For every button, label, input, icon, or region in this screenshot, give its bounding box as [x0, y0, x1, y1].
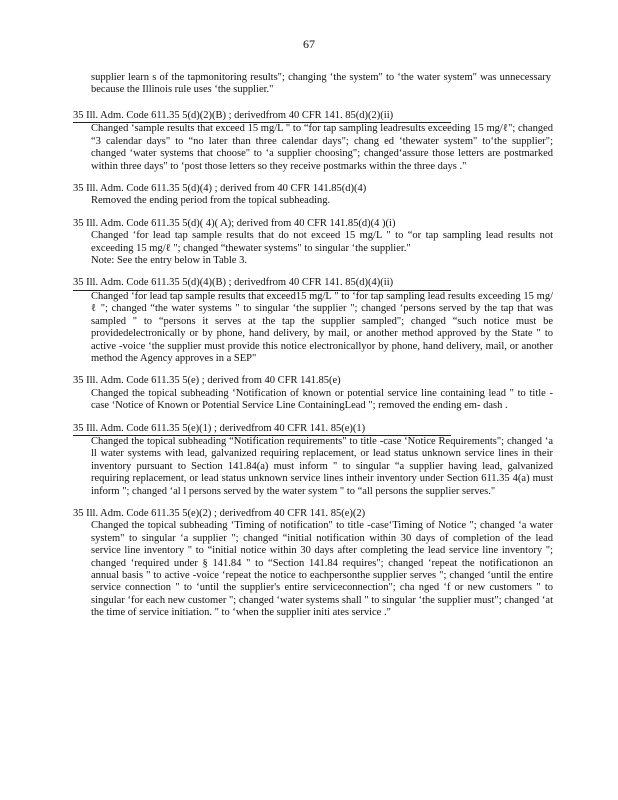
entry-body [91, 291, 553, 365]
entry-list [73, 110, 553, 630]
entry-paragraph: Changed ‘for lead tap sample results that do not exceed 15 mg/L " to “or tap sampling lead results not exceeding 15 mg/ℓ "; changed “thewater systems" to singular ‘the supplier." [91, 230, 553, 254]
entry-heading: 35 Ill. Adm. Code 611.35 5(d)(4) ; derived from 40 CFR 141.85(d)(4) [73, 183, 367, 195]
entry-item [73, 277, 553, 365]
entry-paragraph: Changed ‘sample results that exceed 15 mg/L " to “for tap sampling leadresults exceeding 15 mg/ℓ"; changed “3 calendar days" to “no later than three calendar days"; chang ed ‘thewater system" to‘the supplier"; changed ‘water systems that choose" to ‘a supplier choosing"; changed‘assure those letters are postmarked within three days" to ‘post those letters so they receive postmarks within the three days ." [91, 123, 553, 172]
entry-item [73, 110, 553, 173]
entry-paragraph: Removed the ending period from the topical subheading. [91, 195, 331, 207]
entry-paragraph: Note: See the entry below in Table 3. [91, 255, 247, 267]
entry-body [91, 195, 553, 207]
intro-paragraph: supplier learn s of the tapmonitoring results"; changing ‘the system" to ‘the water system" was unnecessary because the Illinois rule uses ‘the supplier." [91, 72, 551, 96]
entry-heading: 35 Ill. Adm. Code 611.35 5(d)(4)(B) ; derivedfrom 40 CFR 141. 85(d)(4)(ii) [73, 277, 451, 290]
entry-item [73, 375, 553, 412]
entry-heading: 35 Ill. Adm. Code 611.35 5(d)(2)(B) ; derivedfrom 40 CFR 141. 85(d)(2)(ii) [73, 110, 451, 123]
entry-paragraph: Changed the topical subheading ‘Timing of notification" to title -case‘Timing of Notice "; changed ‘a water system" to singular ‘a supplier "; changed “initial notification within 30 days of completion of the lead service line inventory " to “initial notice within 30 days after completing the lead service line inventory "; changed ‘required under § 141.84 " to “Section 141.84 requires"; changed ‘repeat the notificationon an annual basis " to active -voice ‘repeat the notice to eachpersonthe supplier serves "; changed ‘until the entire service connection " to ‘until the supplier's entire serviceconnection"; cha nged ‘f or new customers " to singular ‘for each new customer "; changed ‘water systems shall " to singular ‘the supplier must"; changed ‘at the time of service initiation. " to ‘when the supplier initi ates service ." [91, 520, 553, 619]
entry-item [73, 423, 553, 498]
entry-paragraph: Changed ‘for lead tap sample results that exceed15 mg/L " to ‘for tap sampling lead results exceeding 15 mg/ℓ "; changed “the water systems " to singular ‘the supplier "; changed ‘persons served by the tap that was sampled " to “persons it serves at the tap the supplier sampled"; changed “such notice must be providedelectronically or by phone, hand delivery, by mail, or another method approved by the State " to active -voice ‘the supplier must provide this notice electronicallyor by phone, hand delivery, mail, or another method the Agency approves in a SEP" [91, 290, 553, 364]
entry-body [91, 436, 553, 498]
entry-paragraph: Changed the topical subheading “Notification requirements" to title -case ‘Notice Requirements"; changed ‘a ll water systems with lead, galvanized requiring replacement, or lead status unknown service lines in their inventory pursuant to Section 141.84(a) must inform " to singular “a supplier having lead, galvanized requiring replacement, or lead status unknown service lines intheir inventory under Section 611.35 4(a) must inform "; changed ‘al l persons served by the water system " to “all persons the supplier serves." [91, 435, 553, 497]
entry-item [73, 508, 553, 620]
entry-item [73, 218, 553, 268]
entry-heading: 35 Ill. Adm. Code 611.35 5(d)( 4)( A); derived from 40 CFR 141.85(d)(4 )(i) [73, 217, 396, 229]
entry-heading: 35 Ill. Adm. Code 611.35 5(e)(1) ; derivedfrom 40 CFR 141. 85(e)(1) [73, 423, 451, 436]
entry-heading: 35 Ill. Adm. Code 611.35 5(e) ; derived from 40 CFR 141.85(e) [73, 375, 341, 387]
entry-paragraph: Changed the topical subheading ‘Notification of known or potential service line containing lead " to title -case ‘Notice of Known or Potential Service Line ContainingLead "; removed the ending em- dash . [91, 387, 553, 412]
entry-body [91, 230, 553, 267]
page-number: 67 [303, 37, 315, 51]
entry-item [73, 183, 553, 208]
entry-body [91, 520, 553, 619]
entry-body [91, 123, 553, 173]
entry-heading: 35 Ill. Adm. Code 611.35 5(e)(2) ; derivedfrom 40 CFR 141. 85(e)(2) [73, 507, 366, 519]
entry-body [91, 388, 553, 413]
